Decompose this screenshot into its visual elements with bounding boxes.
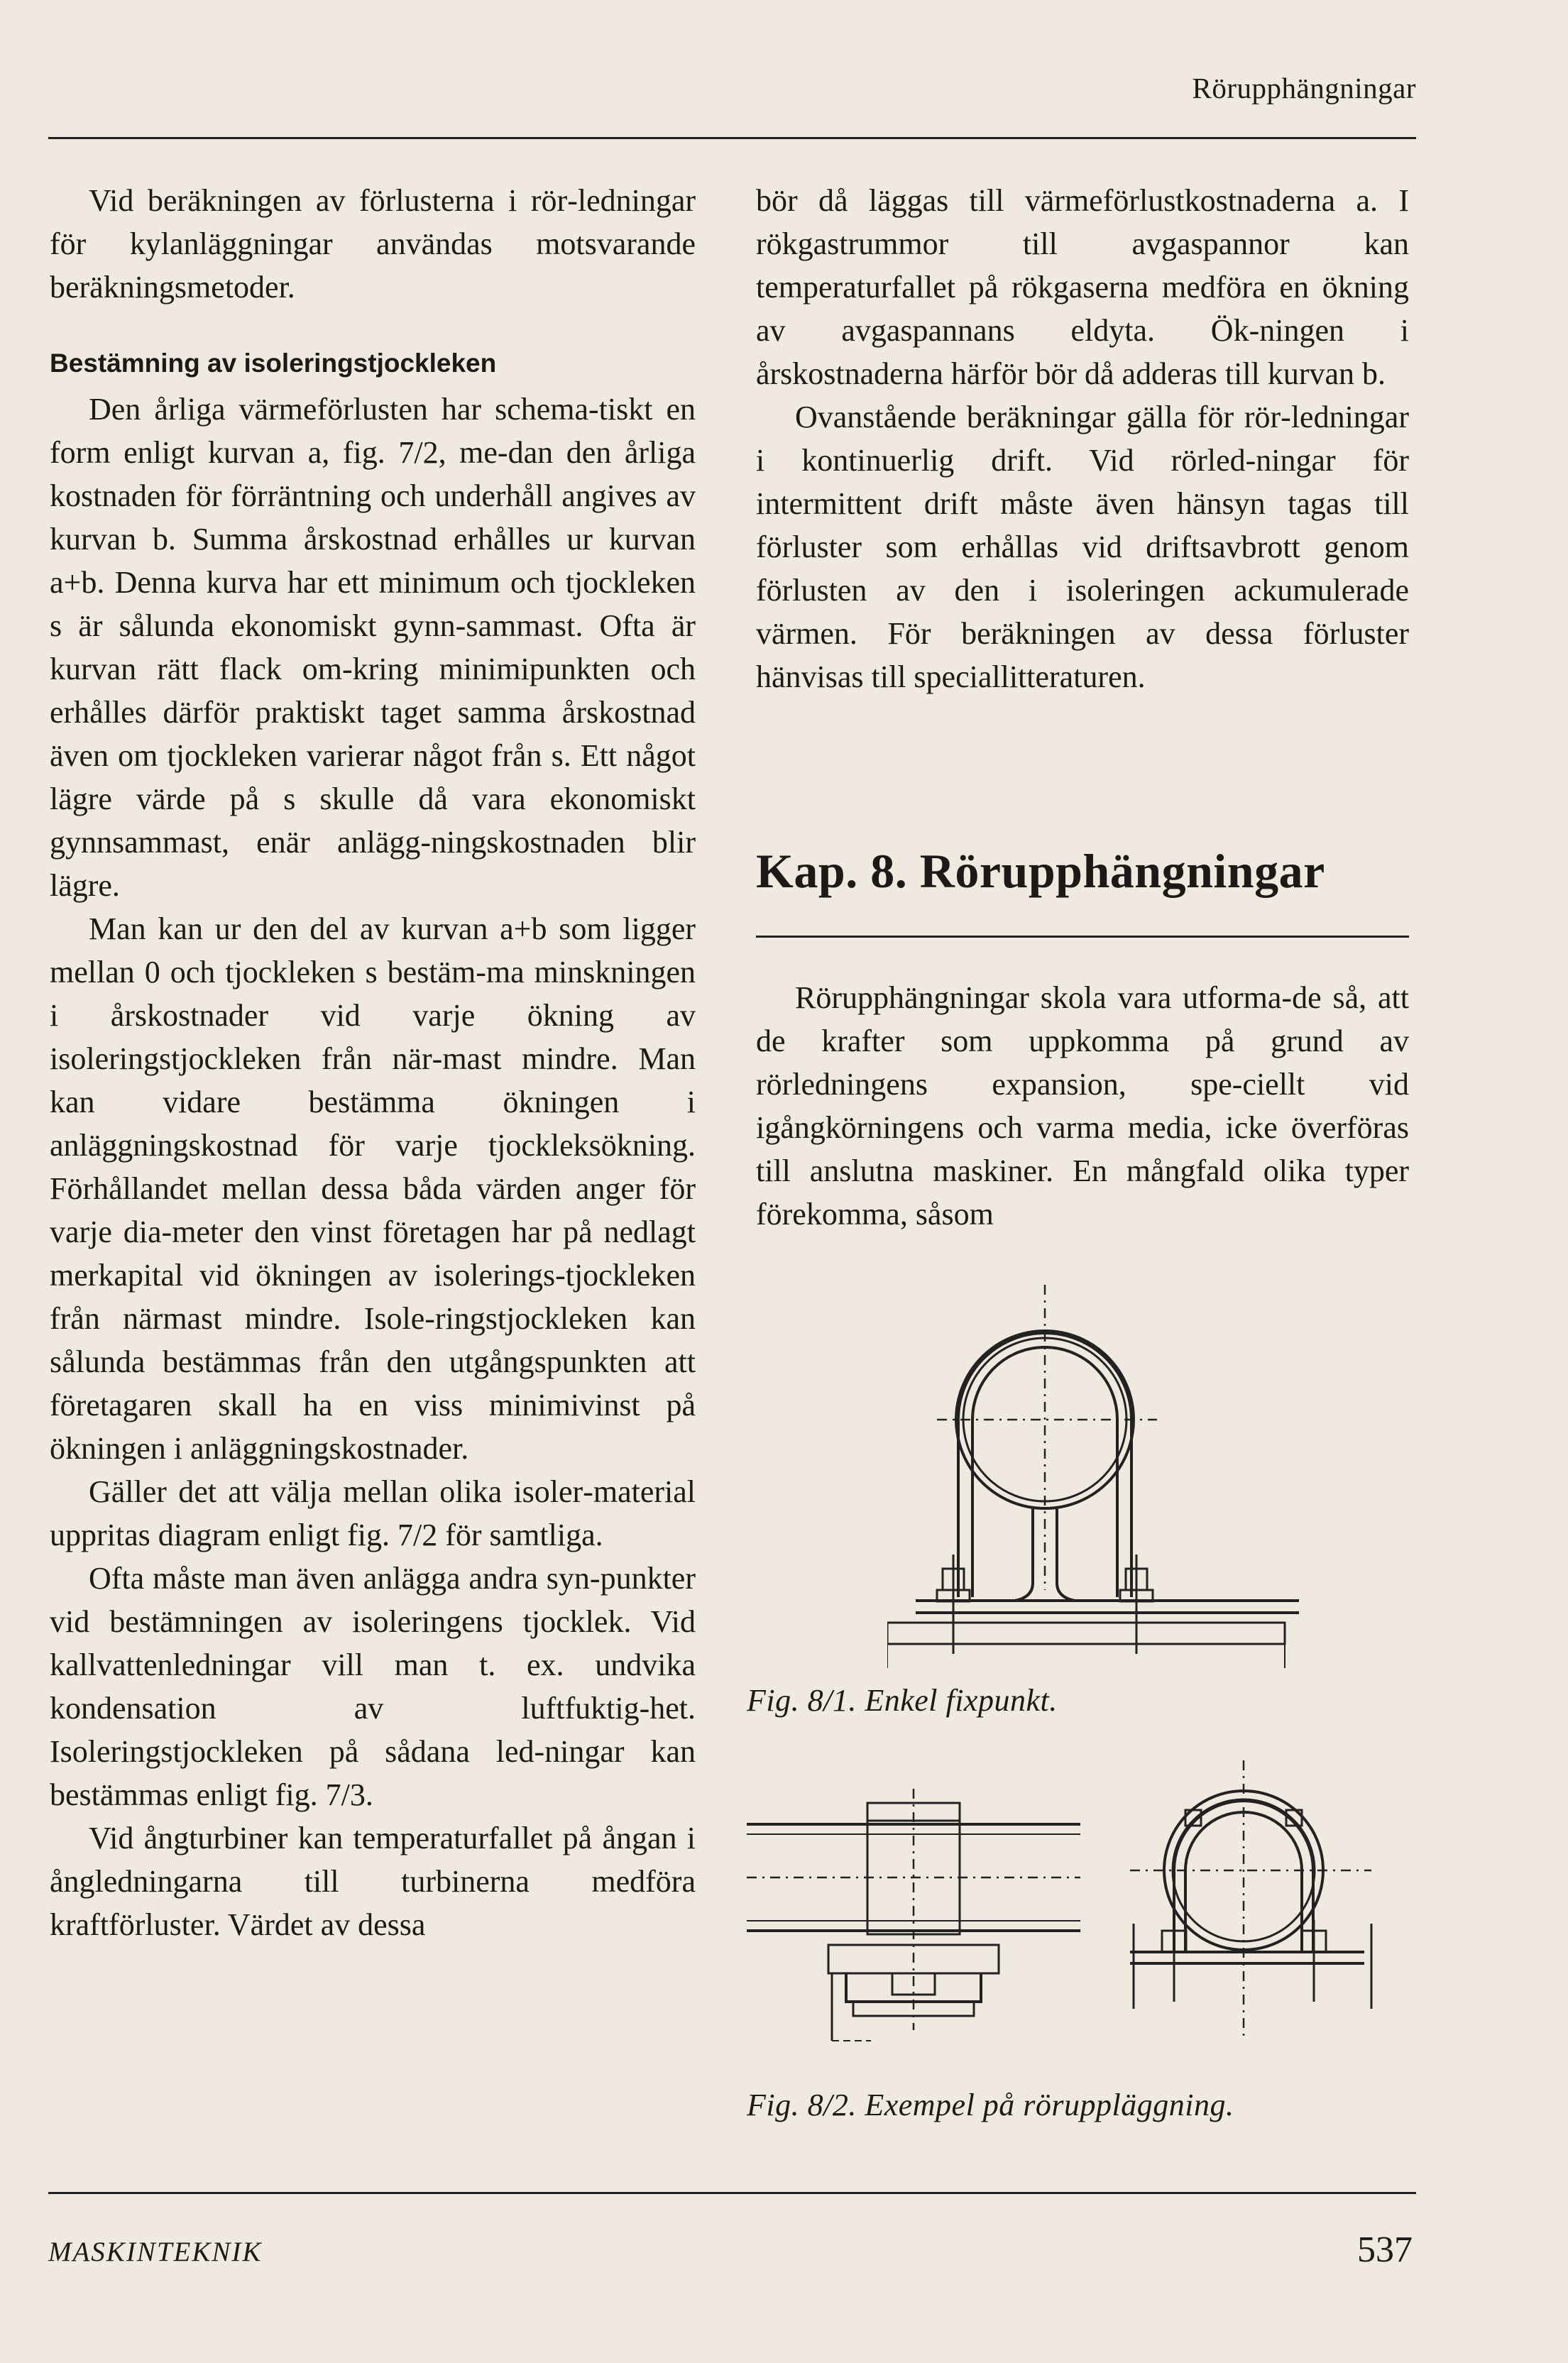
chapter-title: Kap. 8. Rörupphängningar	[756, 844, 1325, 898]
body-paragraph: Ovanstående beräkningar gälla för rör‐ledningar i kontinuerlig drift. Vid rörled‐ningar för intermittent drift måste även hänsyn tagas till förluster som erhållas vid driftsavbrott genom förlusten av den i isoleringen ackumulerade värmen. För beräkningen av dessa förluster hänvisas till speciallitteraturen.	[756, 400, 1409, 694]
body-paragraph: bör då läggas till värmeförlustkostnaderna a. I rökgastrummor till avgaspannor kan temperaturfallet på rökgaserna medföra en ökning av avgaspannans eldyta. Ök‐ningen i årskostnaderna härför bör då adderas till kurvan b.	[756, 183, 1409, 391]
pipe-support-drawing	[747, 1760, 1407, 2073]
body-paragraph: Man kan ur den del av kurvan a+b som ligger mellan 0 och tjockleken s bestäm‐ma minskningen i årskostnader vid varje ökning av isoleringstjockleken från när‐mast mindre. Man kan vidare bestämma ökningen i anläggningskostnad för varje tjockleksökning. Förhållandet mellan dessa båda värden anger för varje dia‐meter den vinst företagen har på nedlagt merkapital vid ökningen av isolerings‐tjockleken från närmast mindre. Isole‐ringstjockleken kan sålunda bestämmas från den utgångspunkten att företagaren skall ha en viss minimivinst på ökningen i anläggningskostnader.	[50, 911, 696, 1466]
journal-name: MASKINTEKNIK	[48, 2237, 263, 2267]
figure-caption: Fig. 8/1. Enkel fixpunkt.	[747, 1683, 1058, 1718]
pipe-anchor-drawing	[887, 1285, 1299, 1668]
chapter-body	[756, 976, 1409, 1236]
figure-caption: Fig. 8/2. Exempel på röruppläggning.	[747, 2088, 1234, 2122]
body-paragraph: Vid ångturbiner kan temperaturfallet på ångan i ångledningarna till turbinerna medföra kraftförluster. Värdet av dessa	[50, 1821, 696, 1942]
header-rule	[48, 137, 1416, 139]
body-paragraph: Ofta måste man även anlägga andra syn‐punkter vid bestämningen av isoleringens tjocklek. Vid kallvattenledningar vill man t. ex. undvika kondensation av luftfuktig‐het. Isoleringstjockleken på sådana led‐ningar kan bestämmas enligt fig. 7/3.	[50, 1561, 696, 1812]
left-column	[50, 179, 696, 1946]
intro-paragraph: Vid beräkningen av förlusterna i rör‐ledningar för kylanläggningar användas motsvarande beräkningsmetoder.	[50, 183, 696, 305]
chapter-rule	[756, 936, 1409, 938]
body-paragraph: Den årliga värmeförlusten har schema‐tiskt en form enligt kurvan a, fig. 7/2, me‐dan den årliga kostnaden för förräntning och underhåll angives av kurvan b. Summa årskostnad erhålles ur kurvan a+b. Denna kurva har ett minimum och tjockleken s är sålunda ekonomiskt gynn‐sammast. Ofta är kurvan rätt flack om‐kring minimipunkten och erhålles därför praktiskt taget samma årskostnad även om tjockleken varierar något från s. Ett något lägre värde på s skulle då vara ekonomiskt gynnsammast, enär anlägg‐ningskostnaden blir lägre.	[50, 392, 696, 903]
section-heading: Bestämning av isoleringstjockleken	[50, 349, 497, 378]
footer-rule	[48, 2192, 1416, 2194]
page-number: 537	[1357, 2230, 1413, 2270]
body-paragraph: Rörupphängningar skola vara utforma‐de så, att de krafter som uppkomma på grund av rörledningens expansion, spe‐ciellt vid igångkörningens och varma media, icke överföras till anslutna maskiner. En mångfald olika typer förekomma, såsom	[756, 980, 1409, 1232]
running-head: Rörupphängningar	[1192, 72, 1416, 104]
right-column	[756, 179, 1409, 698]
body-paragraph: Gäller det att välja mellan olika isoler‐material uppritas diagram enligt fig. 7/2 för samtliga.	[50, 1474, 696, 1552]
